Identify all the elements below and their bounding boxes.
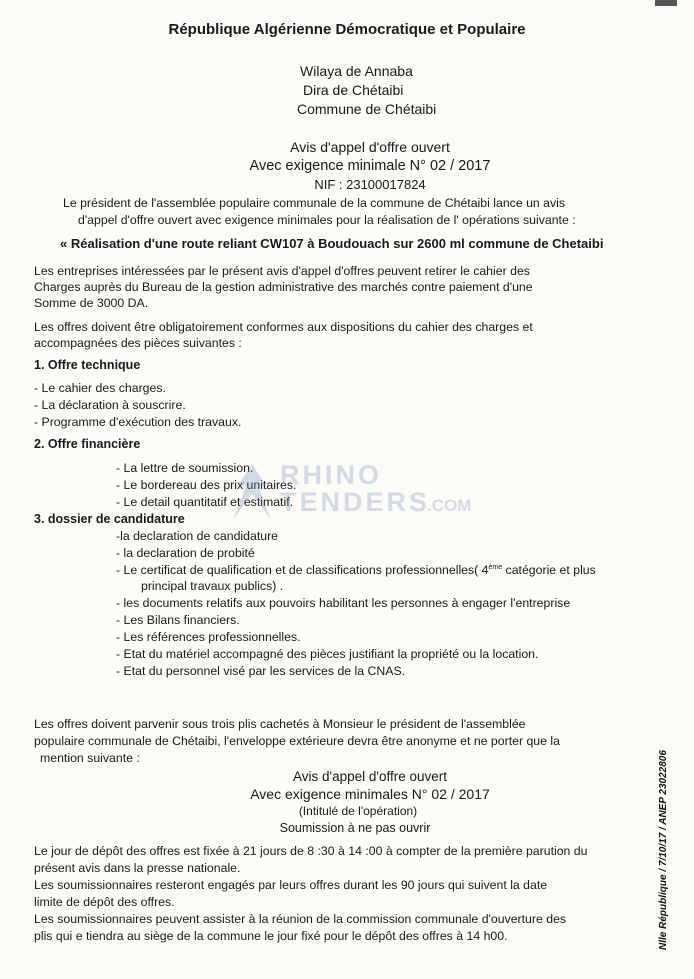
watermark — [222, 460, 482, 522]
candidacy-item: - Etat du matériel accompagné des pièces justifiant la propriété ou la location. — [116, 647, 539, 661]
financial-item: - Le bordereau des prix unitaires. — [116, 478, 297, 492]
notice-title: Avis d'appel d'offre ouvert — [290, 139, 450, 155]
delivery-line-1: Les offres doivent parvenir sous trois plis cachetés à Monsieur le président de l'assemblée — [34, 717, 526, 731]
candidacy-item: - Etat du personnel visé par les services de la CNAS. — [116, 664, 406, 678]
watermark-suffix: .COM — [427, 496, 472, 515]
financial-item: - Le detail quantitatif et estimatif. — [116, 495, 294, 509]
candidacy-heading: 3. dossier de candidature — [34, 512, 185, 526]
candidacy-item: - la declaration de probité — [116, 546, 255, 560]
candidacy-item: principal travaux publics) . — [141, 579, 284, 593]
candidacy-item-tail: catégorie et plus — [502, 563, 596, 577]
closing-line-4: limite de dépôt des offres. — [34, 895, 175, 909]
envelope-title: Avis d'appel d'offre ouvert — [292, 769, 447, 784]
watermark-line2: TENDERS — [280, 487, 431, 517]
publication-reference: Nlle République / 7/10/17 / ANEP 23022806 — [658, 750, 669, 950]
watermark-line1: RHINO — [280, 460, 382, 490]
conform-line-1: Les offres doivent être obligatoirement conformes aux dispositions du cahier des charges et — [34, 320, 533, 334]
delivery-line-2: populaire communale de Chétaibi, l'enveloppe extérieure devra être anonyme et ne porter que la — [34, 734, 560, 748]
rhino-logo-icon — [222, 460, 282, 522]
conform-line-2: accompagnées des pièces suivantes : — [34, 336, 242, 350]
closing-line-6: plis qui e tiendra au siège de la commune le jour fixé pour le dépôt des offres à 14 h00. — [34, 929, 508, 943]
intro-line-1: Le président de l'assemblée populaire communale de la commune de Chétaibi lance un avis — [63, 196, 566, 210]
commune: Commune de Chétaibi — [297, 101, 437, 117]
technical-item: - Le cahier des charges. — [34, 381, 166, 395]
financial-heading: 2. Offre financière — [34, 437, 141, 451]
envelope-note: Soumission à ne pas ouvrir — [279, 821, 431, 835]
closing-line-3: Les soumissionnaires resteront engagés par leurs offres durant les 90 jours qui suivent la date — [34, 878, 548, 892]
candidacy-item: - les documents relatifs aux pouvoirs habilitant les personnes à engager l'entreprise — [116, 596, 571, 610]
withdraw-line-3: Somme de 3000 DA. — [34, 296, 149, 310]
candidacy-item: -la declaration de candidature — [116, 529, 279, 543]
notice-nif: NIF : 23100017824 — [314, 177, 426, 192]
closing-line-5: Les soumissionnaires peuvent assister à la réunion de la commission communale d'ouverture des — [34, 912, 567, 926]
ordinal-suffix: ème — [488, 563, 503, 571]
dira: Dira de Chétaibi — [303, 82, 404, 98]
republic-header: République Algérienne Démocratique et Populaire — [168, 21, 526, 38]
financial-item: - La lettre de soumission. — [116, 461, 254, 475]
closing-line-1: Le jour de dépôt des offres est fixée à 21 jours de 8 :30 à 14 :00 à compter de la première parution du — [34, 844, 588, 858]
scan-mark — [655, 0, 677, 6]
withdraw-line-1: Les entreprises intéressées par le présent avis d'appel d'offres peuvent retirer le cahier des — [34, 264, 530, 278]
closing-line-2: présent avis dans la presse nationale. — [34, 861, 241, 875]
candidacy-item-certificate — [116, 563, 596, 577]
candidacy-item: - Les Bilans financiers. — [116, 613, 240, 627]
technical-heading: 1. Offre technique — [34, 358, 141, 372]
delivery-line-3: mention suivante : — [40, 751, 140, 765]
intro-line-2: d'appel d'offre ouvert avec exigence minimales pour la réalisation de l' opérations suivante : — [78, 213, 576, 227]
withdraw-line-2: Charges auprès du Bureau de la gestion administrative des marchés contre paiement d'une — [34, 280, 533, 294]
candidacy-item: - Les références professionnelles. — [116, 630, 301, 644]
envelope-operation: (Intitulé de l'opération) — [298, 804, 418, 818]
notice-subtitle: Avec exigence minimale N° 02 / 2017 — [249, 158, 491, 174]
candidacy-item: - Le certificat de qualification et de classifications professionnelles( 4 — [116, 563, 489, 577]
project-title: « Réalisation d'une route reliant CW107 à Boudouach sur 2600 ml commune de Chetaibi — [60, 236, 604, 251]
technical-item: - La déclaration à souscrire. — [34, 398, 186, 412]
technical-item: - Programme d'exécution des travaux. — [34, 415, 242, 429]
envelope-subtitle: Avec exigence minimales N° 02 / 2017 — [250, 786, 490, 802]
wilaya: Wilaya de Annaba — [300, 63, 413, 79]
